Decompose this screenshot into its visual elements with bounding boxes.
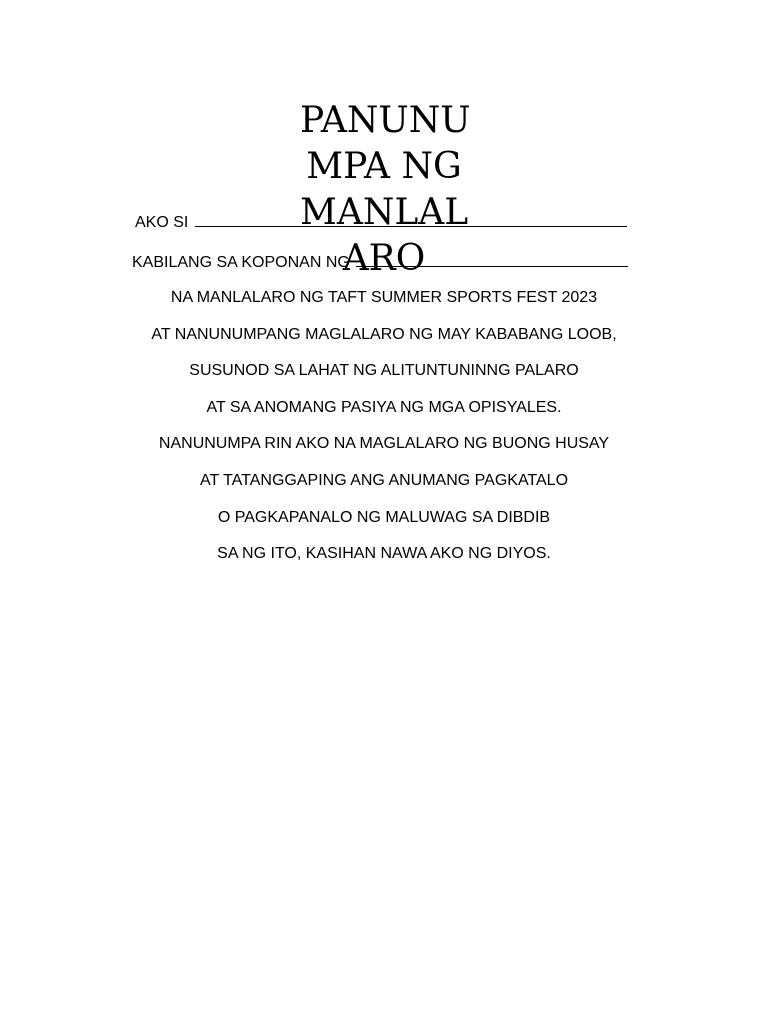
oath-line: O PAGKAPANALO NG MALUWAG SA DIBDIB (217, 508, 551, 526)
title-line: MANLAL (300, 192, 469, 233)
oath-line: AT NANUNUMPANG MAGLALARO NG MAY KABABANG LOOB, (151, 325, 617, 343)
oath-line: AT SA ANOMANG PASIYA NG MGA OPISYALES. (206, 398, 562, 416)
name-field-label: AKO SI (135, 214, 189, 231)
oath-line: SA NG ITO, KASIHAN NAWA AKO NG DIYOS. (217, 545, 551, 563)
title-line: MPA NG (306, 146, 462, 187)
title-line: PANUNU (300, 100, 471, 141)
oath-line: NA MANLALARO NG TAFT SUMMER SPORTS FEST 2023 (170, 289, 598, 306)
oath-line: SUSUNOD SA LAHAT NG ALITUNTUNINNG PALARO (189, 362, 579, 380)
team-field-label: KABILANG SA KOPONAN NG (132, 254, 350, 271)
oath-title (300, 98, 471, 282)
oath-text (0, 287, 768, 580)
oath-line: NANUNUMPA RIN AKO NA MAGLALARO NG BUONG HUSAY (158, 435, 610, 453)
title-line: ARO (342, 238, 426, 279)
oath-line: AT TATANGGAPING ANG ANUMANG PAGKATALO (199, 471, 569, 489)
